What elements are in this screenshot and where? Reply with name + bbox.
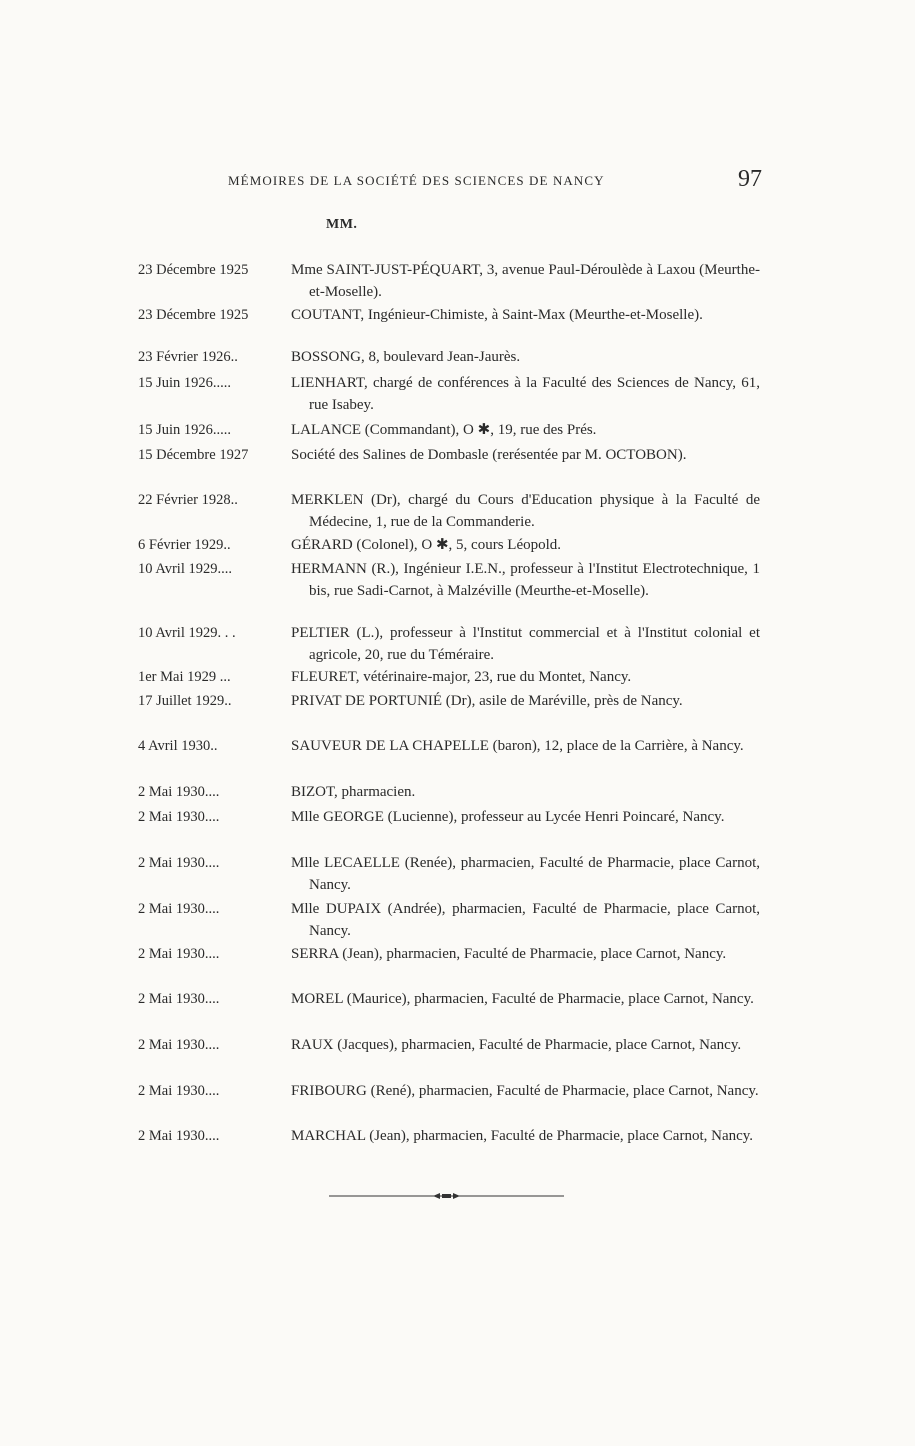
entry-text: FRIBOURG (René), pharmacien, Faculté de Pharmacie, place Carnot, Nancy. [291,1083,759,1099]
entry-date: 22 Février 1928.. [138,492,238,508]
entry-text: MERKLEN (Dr), chargé du Cours d'Education physique à la Faculté de Médecine, 1, rue de la Commanderie. [291,492,760,530]
entry-date: 15 Juin 1926..... [138,375,232,391]
entry-date: 23 Décembre 1925 [138,262,249,278]
entry-date: 2 Mai 1930.... [138,784,220,800]
entry-text: LIENHART, chargé de conférences à la Faculté des Sciences de Nancy, 61, rue Isabey. [291,375,760,413]
entry-date: 15 Décembre 1927 [138,447,249,463]
entry-date: 6 Février 1929.. [138,537,231,553]
entry-date: 15 Juin 1926..... [138,422,232,438]
entry-date: 23 Février 1926.. [138,349,238,365]
entry-text: GÉRARD (Colonel), O ✱, 5, cours Léopold. [291,537,562,553]
entry-text: Mlle LECAELLE (Renée), pharmacien, Faculté de Pharmacie, place Carnot, Nancy. [291,855,760,893]
entry-date: 10 Avril 1929.... [138,561,232,577]
entry-date: 2 Mai 1930.... [138,901,220,917]
entry-text: MARCHAL (Jean), pharmacien, Faculté de Pharmacie, place Carnot, Nancy. [291,1128,754,1144]
entry-date: 2 Mai 1930.... [138,809,220,825]
entry-text: Mlle DUPAIX (Andrée), pharmacien, Faculté de Pharmacie, place Carnot, Nancy. [291,901,760,939]
entry-text: Mme SAINT-JUST-PÉQUART, 3, avenue Paul-Déroulède à Laxou (Meurthe-et-Moselle). [291,262,760,300]
entry-text: COUTANT, Ingénieur-Chimiste, à Saint-Max (Meurthe-et-Moselle). [291,307,703,323]
entry-text: Société des Salines de Dombasle (rerésentée par M. OCTOBON). [291,447,687,463]
entry-text: PRIVAT DE PORTUNIÉ (Dr), asile de Maréville, près de Nancy. [291,693,683,709]
entry-text: BOSSONG, 8, boulevard Jean-Jaurès. [291,349,521,365]
entry-text: PELTIER (L.), professeur à l'Institut commercial et à l'Institut colonial et agricole, 20, rue du Téméraire. [291,625,760,663]
entry-date: 2 Mai 1930.... [138,1128,220,1144]
entry-text: BIZOT, pharmacien. [291,784,416,800]
section-title: MM. [326,217,358,232]
entry-text: HERMANN (R.), Ingénieur I.E.N., professeur à l'Institut Electrotechnique, 1 bis, rue Sadi-Carnot, à Malzéville (Meurthe-et-Moselle). [291,561,760,599]
entry-text: RAUX (Jacques), pharmacien, Faculté de Pharmacie, place Carnot, Nancy. [291,1037,742,1053]
entry-date: 10 Avril 1929. . . [138,625,236,641]
entry-date: 2 Mai 1930.... [138,991,220,1007]
entry-date: 17 Juillet 1929.. [138,693,232,709]
entry-date: 2 Mai 1930.... [138,946,220,962]
entry-date: 4 Avril 1930.. [138,738,218,754]
entry-text: FLEURET, vétérinaire-major, 23, rue du Montet, Nancy. [291,669,632,685]
entry-text: MOREL (Maurice), pharmacien, Faculté de Pharmacie, place Carnot, Nancy. [291,991,754,1007]
entry-date: 2 Mai 1930.... [138,1083,220,1099]
entry-date: 2 Mai 1930.... [138,855,220,871]
running-head: MÉMOIRES DE LA SOCIÉTÉ DES SCIENCES DE NANCY [228,173,605,188]
entry-text: Mlle GEORGE (Lucienne), professeur au Lycée Henri Poincaré, Nancy. [291,809,725,825]
entry-text: SAUVEUR DE LA CHAPELLE (baron), 12, place de la Carrière, à Nancy. [291,738,744,754]
entry-date: 23 Décembre 1925 [138,307,249,323]
entry-text: SERRA (Jean), pharmacien, Faculté de Pharmacie, place Carnot, Nancy. [291,946,727,962]
entry-date: 1er Mai 1929 ... [138,669,231,685]
ornament-divider [329,1189,564,1203]
page-number: 97 [738,166,762,192]
entry-date: 2 Mai 1930.... [138,1037,220,1053]
entry-text: LALANCE (Commandant), O ✱, 19, rue des Prés. [291,422,597,438]
